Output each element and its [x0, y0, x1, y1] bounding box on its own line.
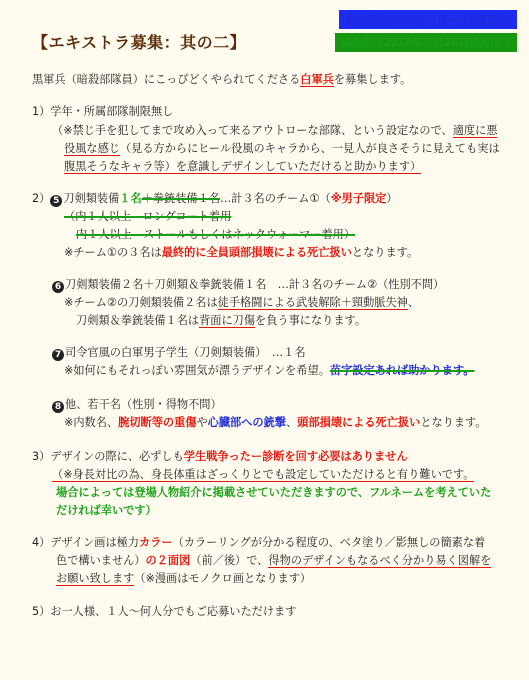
- commander-note: ※如何にもそれっぽい雰囲気が漂うデザインを希望。苗字設定あれば助かります。: [64, 364, 475, 377]
- section-3-heading: 3）デザインの際に、必ずしも学生戦争ったー診断を回す必要はありません: [32, 450, 408, 463]
- section-1-heading: 1）学年・所属部隊制限無し: [32, 105, 174, 118]
- section-2-team-1: 2） 5 刀剣類装備１名＋拳銃装備１名…計３名のチーム①（※男子限定）: [32, 192, 398, 206]
- team-2-note-2: 刀剣類＆拳銃装備１名は背面に刀傷を負う事になります。: [76, 314, 367, 327]
- team-1-stole-note: 内１人以上 ストールもしくはネックウォーマー着用）: [76, 228, 356, 241]
- blue-update-badge: 青色部分2019年５月４日追記部分: [339, 10, 517, 29]
- others-note: ※内数名、腕切断等の重傷や心臓部への銃撃、頭部損壊による死亡扱いとなります。: [64, 416, 487, 429]
- green-update-badge: 緑色部分2019年５月26日追記部分: [335, 33, 517, 52]
- white-army-label: 白軍兵: [300, 73, 334, 86]
- intro-line: 黒軍兵（暗殺部隊員）にこっぴどくやられてくださる白軍兵を募集します。: [32, 73, 412, 86]
- section-1-line-1: （※禁じ手を犯してまで攻め入って来るアウトローな部隊、という設定なので、適度に悪: [52, 124, 498, 137]
- section-4-line-2: 色で構いません）の２面図（前／後）で、得物のデザインもなるべく分かり易く図解を: [56, 554, 492, 567]
- page-title: 【エキストラ募集：其の二】: [32, 33, 247, 52]
- circled-number-5: 5: [50, 195, 62, 207]
- circled-number-8: 8: [52, 401, 64, 413]
- team-1-fate: ※チーム①の３名は最終的に全員頭部損壊による死亡扱いとなります。: [64, 246, 419, 259]
- section-5-heading: 5）お一人様、１人〜何人分でもご応募いただけます: [32, 605, 297, 618]
- section-1-line-2: 役風な感じ（見る方からにヒール役風のキャラから、一見人が良さそうに見えても実は: [64, 142, 500, 155]
- circled-number-6: 6: [52, 281, 64, 293]
- section-1-line-3: 腹黒そうなキャラ等）を意識しデザインしていただけると助かります）: [64, 160, 422, 173]
- section-4-line-3: お願い致します（※漫画はモノクロ画となります）: [56, 572, 312, 585]
- section-3-line-3: 場合によっては登場人物紹介に掲載させていただきますので、フルネームを考えていた: [56, 486, 492, 499]
- section-3-line-2: （※身長対比の為、身長体重はざっくりとでも設定していただけると有り難いです。: [52, 468, 475, 481]
- team-2-note-1: ※チーム②の刀剣類装備２名は徒手格闘による武装解除＋頸動脈失神、: [64, 296, 420, 309]
- section-4-heading: 4）デザイン画は極力カラー（カラーリングが分かる程度の、ベタ塗り／影無しの簡素な着: [32, 536, 486, 549]
- section-2-others: 8 他、若干名（性別・得物不問）: [52, 397, 222, 413]
- section-2-commander: 7 司令官風の白軍男子学生（刀剣類装備） …１名: [52, 345, 306, 361]
- section-2-team-2: 6 刀剣類装備２名＋刀剣類＆拳銃装備１名 …計３名のチーム②（性別不問）: [52, 277, 444, 293]
- team-1-coat-note: （内１人以上 ロングコート着用: [64, 210, 232, 223]
- section-3-line-4: だければ幸いです）: [56, 504, 157, 517]
- circled-number-7: 7: [52, 349, 64, 361]
